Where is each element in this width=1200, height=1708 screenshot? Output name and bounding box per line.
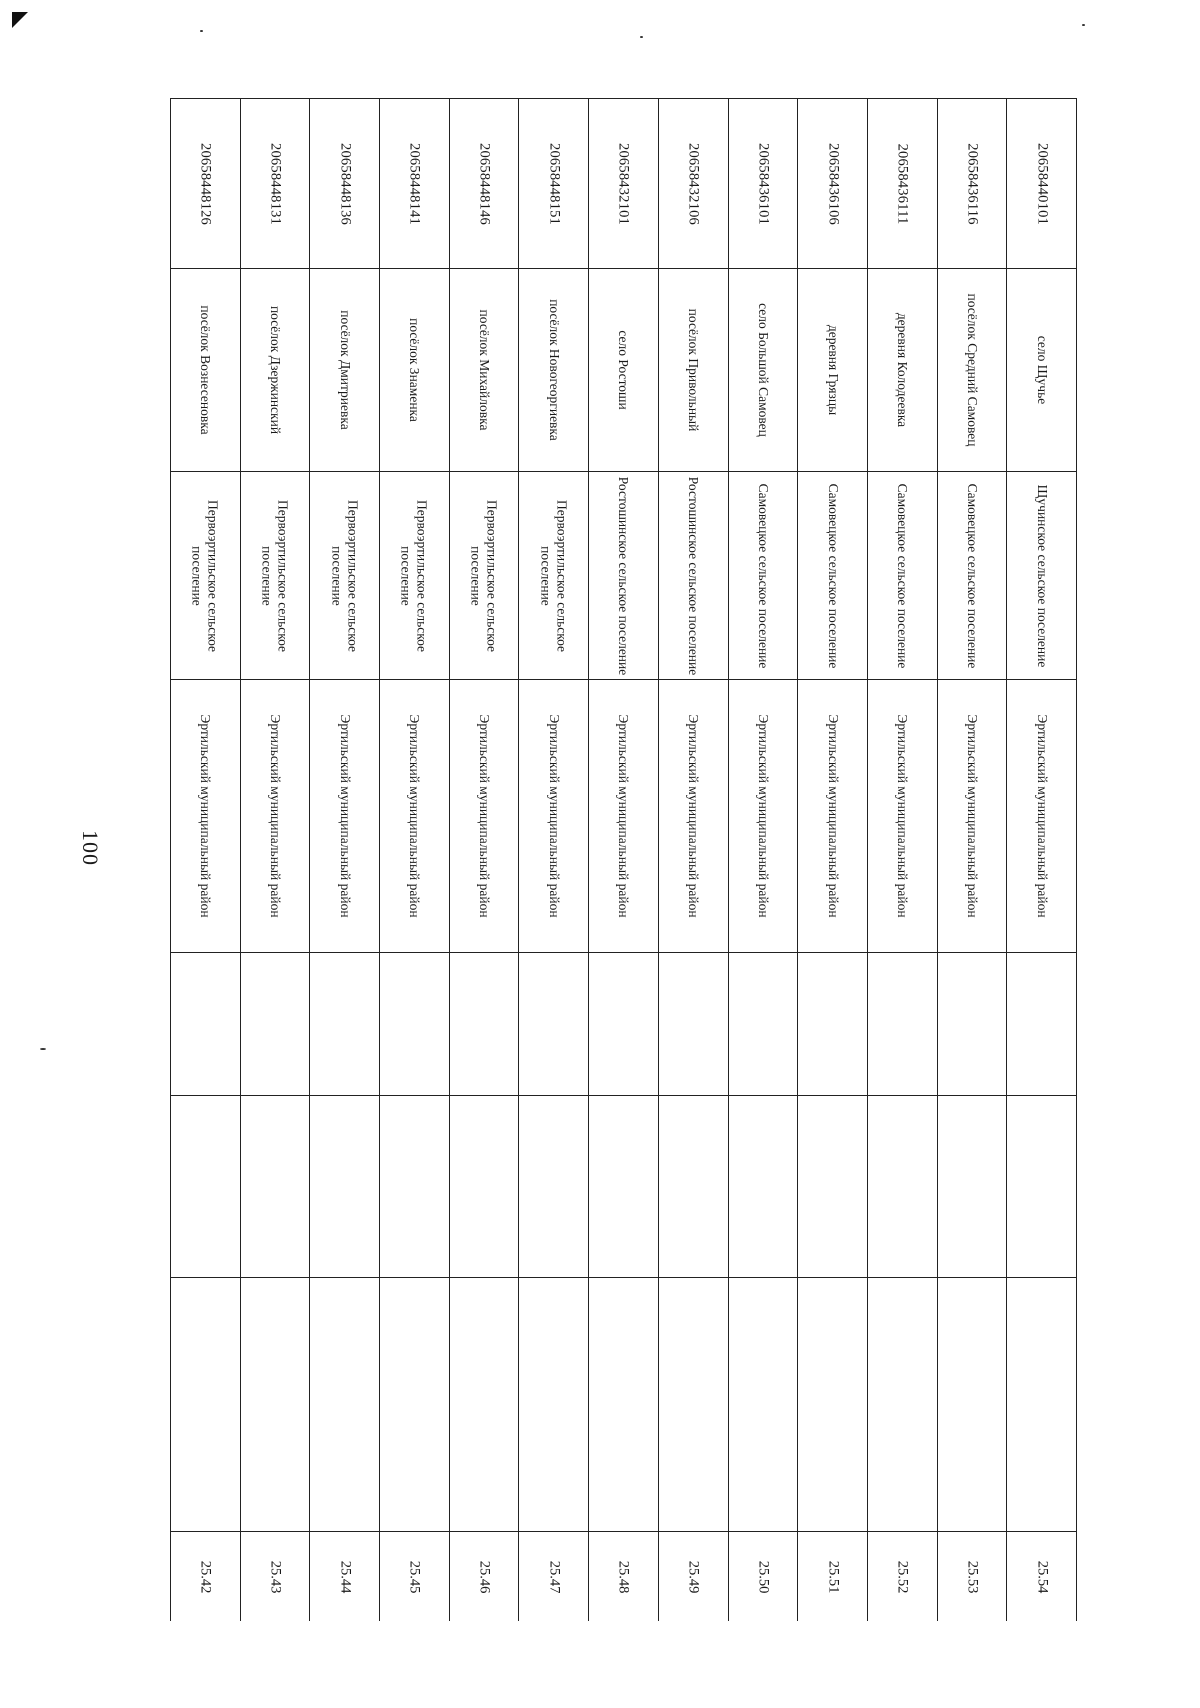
- empty-cell: [798, 953, 867, 1096]
- empty-cell: [589, 1278, 658, 1532]
- district-text: Эртильский муниципальный район: [337, 714, 353, 918]
- district-text: Эртильский муниципальный район: [1034, 714, 1050, 918]
- settlement-text: Ростошинское сельское поселение: [616, 476, 632, 675]
- settlement-text: Самовецкое сельское поселение: [755, 483, 771, 668]
- code-cell: [450, 99, 519, 269]
- empty-cell: [380, 953, 449, 1096]
- settlement-cell: [1007, 472, 1076, 680]
- locality-name-text: село Щучье: [1034, 335, 1050, 405]
- empty-cell: [171, 1278, 240, 1532]
- settlement-cell: [171, 472, 240, 680]
- row-number-cell: [659, 1532, 728, 1621]
- empty-cell: [798, 1096, 867, 1278]
- row-number-text: 25.47: [546, 1560, 563, 1593]
- code-cell: [589, 99, 658, 269]
- settlement-text: Щучинское сельское поселение: [1034, 484, 1050, 667]
- table-row: [589, 99, 659, 1621]
- table-row: [171, 99, 241, 1621]
- settlement-text: Самовецкое сельское поселение: [825, 483, 841, 668]
- empty-cell: [241, 1278, 310, 1532]
- row-number-cell: [519, 1532, 588, 1621]
- settlement-cell: [798, 472, 867, 680]
- empty-cell: [938, 1096, 1007, 1278]
- empty-cell: [729, 1278, 798, 1532]
- row-number-text: 25.54: [1033, 1560, 1050, 1593]
- empty-cell: [519, 953, 588, 1096]
- code-text: 20658448126: [197, 142, 214, 225]
- locality-name-cell: [659, 269, 728, 472]
- empty-cell: [380, 1096, 449, 1278]
- empty-cell: [1007, 1278, 1076, 1532]
- settlement-text: Первоэртильское сельское поселение: [538, 499, 570, 652]
- empty-cell: [589, 953, 658, 1096]
- table-row: [938, 99, 1008, 1621]
- district-text: Эртильский муниципальный район: [267, 714, 283, 918]
- table-row: [380, 99, 450, 1621]
- empty-cell: [310, 953, 379, 1096]
- district-cell: [171, 680, 240, 953]
- table-row: [241, 99, 311, 1621]
- row-number-text: 25.50: [755, 1560, 772, 1593]
- district-cell: [519, 680, 588, 953]
- row-number-cell: [798, 1532, 867, 1621]
- row-number-text: 25.46: [476, 1560, 493, 1593]
- empty-cell: [1007, 1096, 1076, 1278]
- code-text: 20658448136: [337, 142, 354, 225]
- empty-cell: [171, 953, 240, 1096]
- locality-name-cell: [798, 269, 867, 472]
- locality-name-text: посёлок Дмитриевка: [337, 310, 353, 430]
- locality-name-cell: [868, 269, 937, 472]
- code-text: 20658432106: [685, 142, 702, 225]
- empty-cell: [659, 1096, 728, 1278]
- table-row: [1007, 99, 1077, 1621]
- district-cell: [310, 680, 379, 953]
- empty-cell: [659, 953, 728, 1096]
- settlement-cell: [729, 472, 798, 680]
- scan-speck: [640, 36, 643, 38]
- district-cell: [798, 680, 867, 953]
- locality-name-text: село Большой Самовец: [755, 303, 771, 437]
- settlement-text: Первоэртильское сельское поселение: [190, 499, 221, 652]
- locality-name-cell: [729, 269, 798, 472]
- code-text: 20658440101: [1033, 142, 1050, 225]
- table-row: [729, 99, 799, 1621]
- district-cell: [868, 680, 937, 953]
- locality-name-text: посёлок Привольный: [685, 308, 701, 432]
- row-number-text: 25.51: [824, 1560, 841, 1593]
- empty-cell: [798, 1278, 867, 1532]
- page-number: 100: [78, 830, 103, 866]
- district-text: Эртильский муниципальный район: [825, 714, 841, 918]
- locality-name-cell: [1007, 269, 1076, 472]
- empty-cell: [938, 953, 1007, 1096]
- district-cell: [938, 680, 1007, 953]
- row-number-cell: [310, 1532, 379, 1621]
- locality-name-cell: [380, 269, 449, 472]
- district-text: Эртильский муниципальный район: [198, 714, 214, 918]
- code-cell: [171, 99, 240, 269]
- district-cell: [380, 680, 449, 953]
- settlements-table: [170, 98, 1077, 1621]
- locality-name-text: село Ростоши: [616, 330, 632, 410]
- row-number-text: 25.49: [685, 1560, 702, 1593]
- empty-cell: [380, 1278, 449, 1532]
- settlement-cell: [868, 472, 937, 680]
- empty-cell: [450, 1278, 519, 1532]
- code-text: 20658448151: [546, 142, 563, 225]
- table-row: [519, 99, 589, 1621]
- row-number-cell: [380, 1532, 449, 1621]
- locality-name-text: деревня Колодеевка: [894, 312, 910, 428]
- district-text: Эртильский муниципальный район: [476, 714, 492, 918]
- code-text: 20658448146: [476, 142, 493, 225]
- empty-cell: [589, 1096, 658, 1278]
- locality-name-cell: [171, 269, 240, 472]
- row-number-text: 25.43: [267, 1560, 284, 1593]
- table-row: [450, 99, 520, 1621]
- row-number-cell: [868, 1532, 937, 1621]
- code-cell: [798, 99, 867, 269]
- empty-cell: [729, 1096, 798, 1278]
- scan-corner-mark: [12, 12, 28, 28]
- settlement-cell: [241, 472, 310, 680]
- row-number-cell: [450, 1532, 519, 1621]
- district-text: Эртильский муниципальный район: [685, 714, 701, 918]
- code-cell: [380, 99, 449, 269]
- row-number-text: 25.45: [406, 1560, 423, 1593]
- empty-cell: [310, 1278, 379, 1532]
- code-text: 20658436111: [894, 143, 911, 224]
- empty-cell: [1007, 953, 1076, 1096]
- code-text: 20658448131: [267, 142, 284, 225]
- scan-speck: [200, 30, 203, 32]
- empty-cell: [868, 1096, 937, 1278]
- code-cell: [659, 99, 728, 269]
- code-text: 20658448141: [406, 142, 423, 225]
- district-text: Эртильский муниципальный район: [755, 714, 771, 918]
- district-cell: [241, 680, 310, 953]
- settlement-cell: [519, 472, 588, 680]
- settlement-text: Самовецкое сельское поселение: [894, 483, 910, 668]
- table-row: [310, 99, 380, 1621]
- settlement-cell: [380, 472, 449, 680]
- empty-cell: [450, 953, 519, 1096]
- code-text: 20658436106: [824, 142, 841, 225]
- code-cell: [938, 99, 1007, 269]
- district-cell: [589, 680, 658, 953]
- table-row: [659, 99, 729, 1621]
- district-cell: [1007, 680, 1076, 953]
- code-cell: [519, 99, 588, 269]
- locality-name-text: посёлок Михайловка: [476, 309, 492, 431]
- row-number-text: 25.42: [197, 1560, 214, 1593]
- code-text: 20658432101: [615, 142, 632, 225]
- settlement-cell: [589, 472, 658, 680]
- locality-name-text: посёлок Новогеоргиевка: [546, 299, 562, 441]
- locality-name-cell: [310, 269, 379, 472]
- locality-name-cell: [938, 269, 1007, 472]
- district-text: Эртильский муниципальный район: [964, 714, 980, 918]
- row-number-text: 25.52: [894, 1560, 911, 1593]
- empty-cell: [659, 1278, 728, 1532]
- empty-cell: [519, 1096, 588, 1278]
- row-number-cell: [241, 1532, 310, 1621]
- row-number-cell: [589, 1532, 658, 1621]
- settlement-cell: [659, 472, 728, 680]
- row-number-cell: [1007, 1532, 1076, 1621]
- row-number-cell: [729, 1532, 798, 1621]
- settlement-text: Первоэртильское сельское поселение: [260, 499, 291, 652]
- empty-cell: [868, 953, 937, 1096]
- district-cell: [659, 680, 728, 953]
- code-cell: [310, 99, 379, 269]
- code-cell: [868, 99, 937, 269]
- locality-name-text: посёлок Средний Самовец: [964, 293, 980, 447]
- locality-name-cell: [589, 269, 658, 472]
- scan-speck: [1082, 24, 1085, 26]
- table-row: [868, 99, 938, 1621]
- locality-name-text: посёлок Дзержинский: [267, 305, 283, 435]
- code-cell: [729, 99, 798, 269]
- empty-cell: [241, 1096, 310, 1278]
- locality-name-cell: [241, 269, 310, 472]
- row-number-text: 25.44: [337, 1560, 354, 1593]
- settlement-cell: [450, 472, 519, 680]
- locality-name-cell: [519, 269, 588, 472]
- empty-cell: [729, 953, 798, 1096]
- code-text: 20658436101: [755, 142, 772, 225]
- locality-name-text: посёлок Знаменка: [407, 318, 423, 422]
- locality-name-cell: [450, 269, 519, 472]
- empty-cell: [938, 1278, 1007, 1532]
- empty-cell: [519, 1278, 588, 1532]
- settlement-text: Первоэртильское сельское поселение: [399, 499, 430, 652]
- district-text: Эртильский муниципальный район: [407, 714, 423, 918]
- district-text: Эртильский муниципальный район: [894, 714, 910, 918]
- settlement-text: Самовецкое сельское поселение: [964, 483, 980, 668]
- row-number-cell: [171, 1532, 240, 1621]
- row-number-text: 25.48: [615, 1560, 632, 1593]
- empty-cell: [868, 1278, 937, 1532]
- row-number-cell: [938, 1532, 1007, 1621]
- empty-cell: [450, 1096, 519, 1278]
- empty-cell: [171, 1096, 240, 1278]
- code-cell: [1007, 99, 1076, 269]
- scan-speck: [40, 1048, 46, 1050]
- locality-name-text: деревня Грязцы: [825, 324, 841, 416]
- row-number-text: 25.53: [964, 1560, 981, 1593]
- district-cell: [450, 680, 519, 953]
- code-cell: [241, 99, 310, 269]
- settlement-text: Ростошинское сельское поселение: [685, 476, 701, 675]
- settlement-cell: [938, 472, 1007, 680]
- code-text: 20658436116: [964, 142, 981, 225]
- district-text: Эртильский муниципальный район: [546, 714, 562, 918]
- empty-cell: [310, 1096, 379, 1278]
- district-cell: [729, 680, 798, 953]
- table-row: [798, 99, 868, 1621]
- empty-cell: [241, 953, 310, 1096]
- district-text: Эртильский муниципальный район: [616, 714, 632, 918]
- locality-name-text: посёлок Вознесеновка: [198, 305, 214, 435]
- settlement-text: Первоэртильское сельское поселение: [329, 499, 361, 652]
- settlement-text: Первоэртильское сельское поселение: [469, 499, 500, 652]
- settlement-cell: [310, 472, 379, 680]
